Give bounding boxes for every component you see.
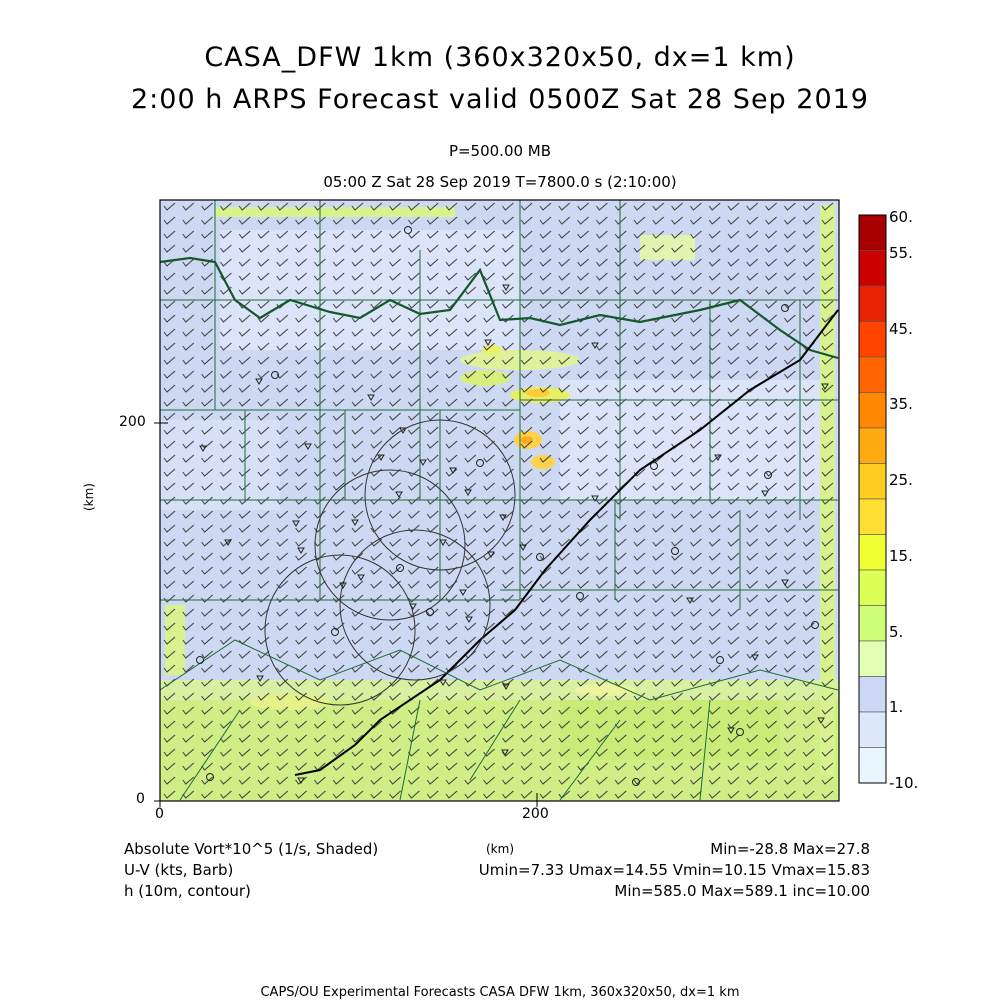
legend-field-vorticity: Absolute Vort*10^5 (1/s, Shaded): [124, 840, 379, 858]
colorbar: [859, 215, 886, 783]
x-tick-0: 0: [155, 806, 164, 822]
colorbar-swatch: [859, 499, 886, 535]
vorticity-shading: [160, 200, 839, 801]
y-axis-label: (km): [82, 482, 97, 512]
colorbar-swatch: [859, 286, 886, 322]
footer-credit: CAPS/OU Experimental Forecasts CASA DFW 1km, 360x320x50, dx=1 km: [260, 985, 740, 1000]
colorbar-label: 1.: [889, 698, 904, 716]
title-line-2: 2:00 h ARPS Forecast valid 0500Z Sat 28 Sep 2019: [131, 84, 869, 115]
pressure-level: P=500.00 MB: [448, 142, 552, 160]
legend-stat-wind: Umin=7.33 Umax=14.55 Vmin=10.15 Vmax=15.83: [478, 861, 870, 879]
legend-stat-height: Min=585.0 Max=589.1 inc=10.00: [614, 882, 870, 900]
colorbar-swatch: [859, 428, 886, 464]
legend-stat-vorticity: Min=-28.8 Max=27.8: [710, 840, 870, 858]
legend-field-height: h (10m, contour): [124, 882, 251, 900]
colorbar-swatch: [859, 357, 886, 393]
colorbar-swatch: [859, 322, 886, 358]
x-tick-200: 200: [522, 806, 549, 822]
colorbar-label: 15.: [889, 547, 913, 565]
colorbar-label: 60.: [889, 208, 913, 226]
colorbar-swatch: [859, 570, 886, 606]
colorbar-label: 5.: [889, 623, 904, 641]
colorbar-swatch: [859, 251, 886, 287]
colorbar-label: 25.: [889, 471, 913, 489]
colorbar-swatch: [859, 712, 886, 748]
colorbar-swatch: [859, 677, 886, 713]
x-axis-label: (km): [486, 842, 515, 856]
valid-time-line: 05:00 Z Sat 28 Sep 2019 T=7800.0 s (2:10:00): [323, 173, 677, 191]
colorbar-swatch: [859, 215, 886, 251]
y-tick-200: 200: [119, 414, 146, 430]
title-line-1: CASA_DFW 1km (360x320x50, dx=1 km): [204, 42, 796, 73]
colorbar-swatch: [859, 535, 886, 571]
colorbar-label: 45.: [889, 320, 913, 338]
colorbar-label: -10.: [889, 774, 919, 792]
legend-field-wind: U-V (kts, Barb): [124, 861, 234, 879]
colorbar-swatch: [859, 641, 886, 677]
colorbar-swatch: [859, 464, 886, 500]
y-tick-0: 0: [136, 791, 145, 807]
colorbar-label: 35.: [889, 395, 913, 413]
colorbar-swatch: [859, 393, 886, 429]
colorbar-swatch: [859, 748, 886, 784]
colorbar-swatch: [859, 606, 886, 642]
colorbar-label: 55.: [889, 244, 913, 262]
